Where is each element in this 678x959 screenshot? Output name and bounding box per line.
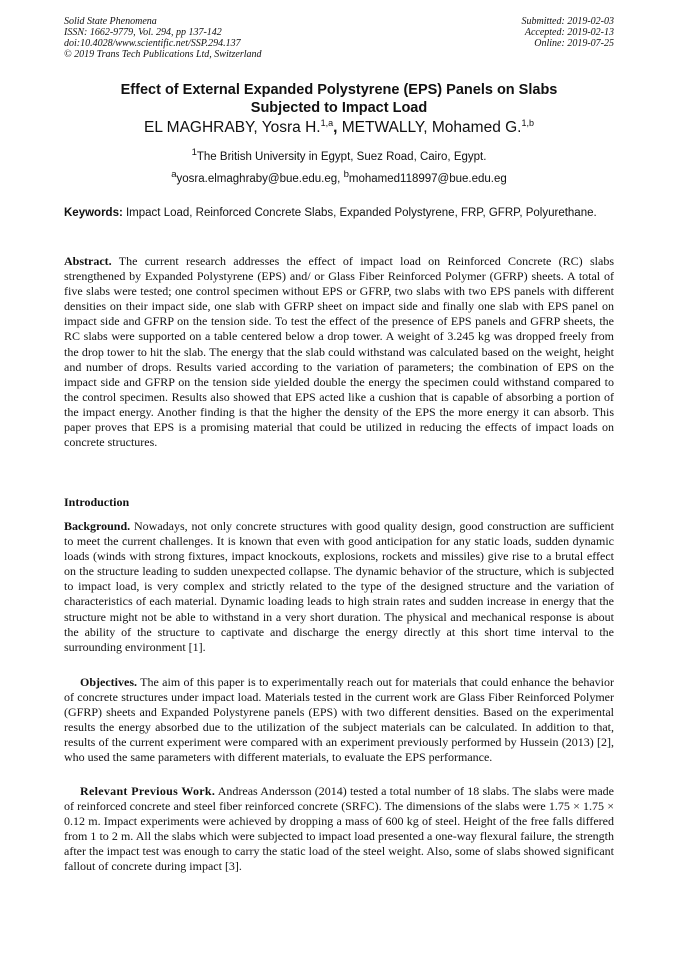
author-2-affil: 1,b: [521, 117, 534, 128]
email-b[interactable]: mohamed118997@bue.edu.eg: [348, 173, 507, 185]
journal-name: Solid State Phenomena: [64, 16, 157, 27]
previous-work-text: Andreas Andersson (2014) tested a total number of 18 slabs. The slabs were made of reinforced concrete and steel fiber reinforced concrete (SRFC). The dimensions of the slabs were 1.75 × 1.75 × 0.12 m. Impact experiments were achieved by dropping a mass of 600 kg of steel. Height of the free falls differed from 1 to 2 m. All the slabs which were subjected to impact load presented a one-way flexural failure, the strength after the impact test was enough to carry the static load of the steel weight. Also, some of slabs showed significant fallout of concrete during impact [3].: [64, 784, 614, 874]
title-line-2: Subjected to Impact Load: [250, 100, 428, 116]
publication-dates: [522, 16, 615, 49]
background-paragraph: [64, 519, 614, 655]
author-1: EL MAGHRABY, Yosra H.: [143, 119, 321, 136]
previous-work-paragraph: [64, 784, 614, 875]
doi-line[interactable]: doi:10.4028/www.scientific.net/SSP.294.137: [64, 38, 241, 49]
email-a-sup: a: [171, 169, 177, 181]
objectives-paragraph: [64, 675, 614, 766]
keywords-text: Impact Load, Reinforced Concrete Slabs, Expanded Polystyrene, FRP, GFRP, Polyurethane.: [122, 207, 597, 219]
submitted-date: Submitted: 2019-02-03: [521, 16, 614, 27]
author-separator: ,: [333, 119, 342, 136]
section-heading-introduction: Introduction: [64, 495, 130, 509]
abstract-text: The current research addresses the effect of impact load on Reinforced Concrete (RC) slabs strengthened by Expanded Polystyrene (EPS) and/ or Glass Fiber Reinforced Polymer (GFRP) sheets. A total of five slabs were tested; one control specimen without EPS or GFRP, two slabs with two EPS panels with different densities on their impact side, one slab with GFRP sheet on impact side and finally one slab with EPS panel on impact side and GFRP on the tension side. To test the effect of the presence of EPS panels and GFRP sheets, the RC slabs were supported on a table centered below a drop tower. A weight of 3.245 kg was dropped freely from the drop tower to hit the slab. The energy that the slab could withstand was calculated based on the weight, height and number of drops. Results varied according to the variation of parameters; the combination of EPS on the impact side and GFRP on the tension side yielded double the energy the specimen could withstand compared to the control specimen. Results also showed that EPS acted like a cushion that is capable of absorbing a portion of the impact energy. Another finding is that the higher the density of the EPS the more energy it can absorb. This paper proves that EPS is a promising material that could be utilized in reducing the effects of impact loads on concrete structures.: [64, 254, 614, 450]
affiliation-sup: 1: [191, 147, 197, 159]
author-list: [64, 119, 614, 137]
author-emails: [64, 169, 614, 186]
previous-work-label: Relevant Previous Work.: [80, 784, 216, 798]
objectives-text: The aim of this paper is to experimentally reach out for materials that could enhance the behavior of concrete structures under impact load. Materials tested in the current work are Glass Fiber Reinforced Polymer (GFRP) sheets and Expanded Polystyrene panels (EPS) with two different densities. Based on the experimental results the energy absorbed due to the utilization of the subject materials can be calculated. In addition to that, results of the current experiment were compared with an experiment previously performed by Hussein (2013) [2], who used the same parameters with different materials, to evaluate the EPS performance.: [64, 675, 614, 765]
issn-line: ISSN: 1662-9779, Vol. 294, pp 137-142: [64, 27, 222, 38]
author-2: METWALLY, Mohamed G.: [341, 119, 522, 136]
journal-header: [64, 16, 614, 66]
publication-info: [64, 16, 262, 60]
abstract: [64, 254, 614, 450]
accepted-date: Accepted: 2019-02-13: [524, 27, 614, 38]
author-1-affil: 1,a: [320, 117, 334, 128]
keywords: [64, 206, 614, 221]
affiliation: [64, 147, 614, 164]
affiliation-text: The British University in Egypt, Suez Road, Cairo, Egypt.: [196, 151, 487, 163]
email-a[interactable]: yosra.elmaghraby@bue.edu.eg,: [176, 173, 344, 185]
keywords-label: Keywords:: [64, 207, 123, 219]
abstract-label: Abstract.: [64, 254, 112, 268]
background-label: Background.: [64, 519, 131, 533]
online-date: Online: 2019-07-25: [534, 38, 614, 49]
title-line-1: Effect of External Expanded Polystyrene (EPS) Panels on Slabs: [120, 82, 558, 98]
copyright-line: © 2019 Trans Tech Publications Ltd, Switzerland: [64, 49, 262, 60]
background-text: Nowadays, not only concrete structures with good quality design, good construction are sufficient to meet the current challenges. It is known that even with good anticipation for any static loads, sudden dynamic loads (winds with strong fixtures, impact knockouts, explosions, rockets and missiles) give rise to a brutal effect on the structure leading to sudden unexpected collapse. The dynamic behavior of the structure, which is subjected to impact load, is very complex and strictly related to the type of the designed structure and the variation of characteristics of each material. Dynamic loading leads to high strain rates and sudden increase in energy that the structure might not be able to withstand in a very short duration. The physical and mechanical response is about the ability of the structure to captivate and discharge the energy directly at this short time interval to the surrounding environment [1].: [64, 519, 614, 654]
paper-title: [64, 81, 614, 117]
objectives-label: Objectives.: [80, 675, 137, 689]
email-b-sup: b: [343, 169, 349, 181]
